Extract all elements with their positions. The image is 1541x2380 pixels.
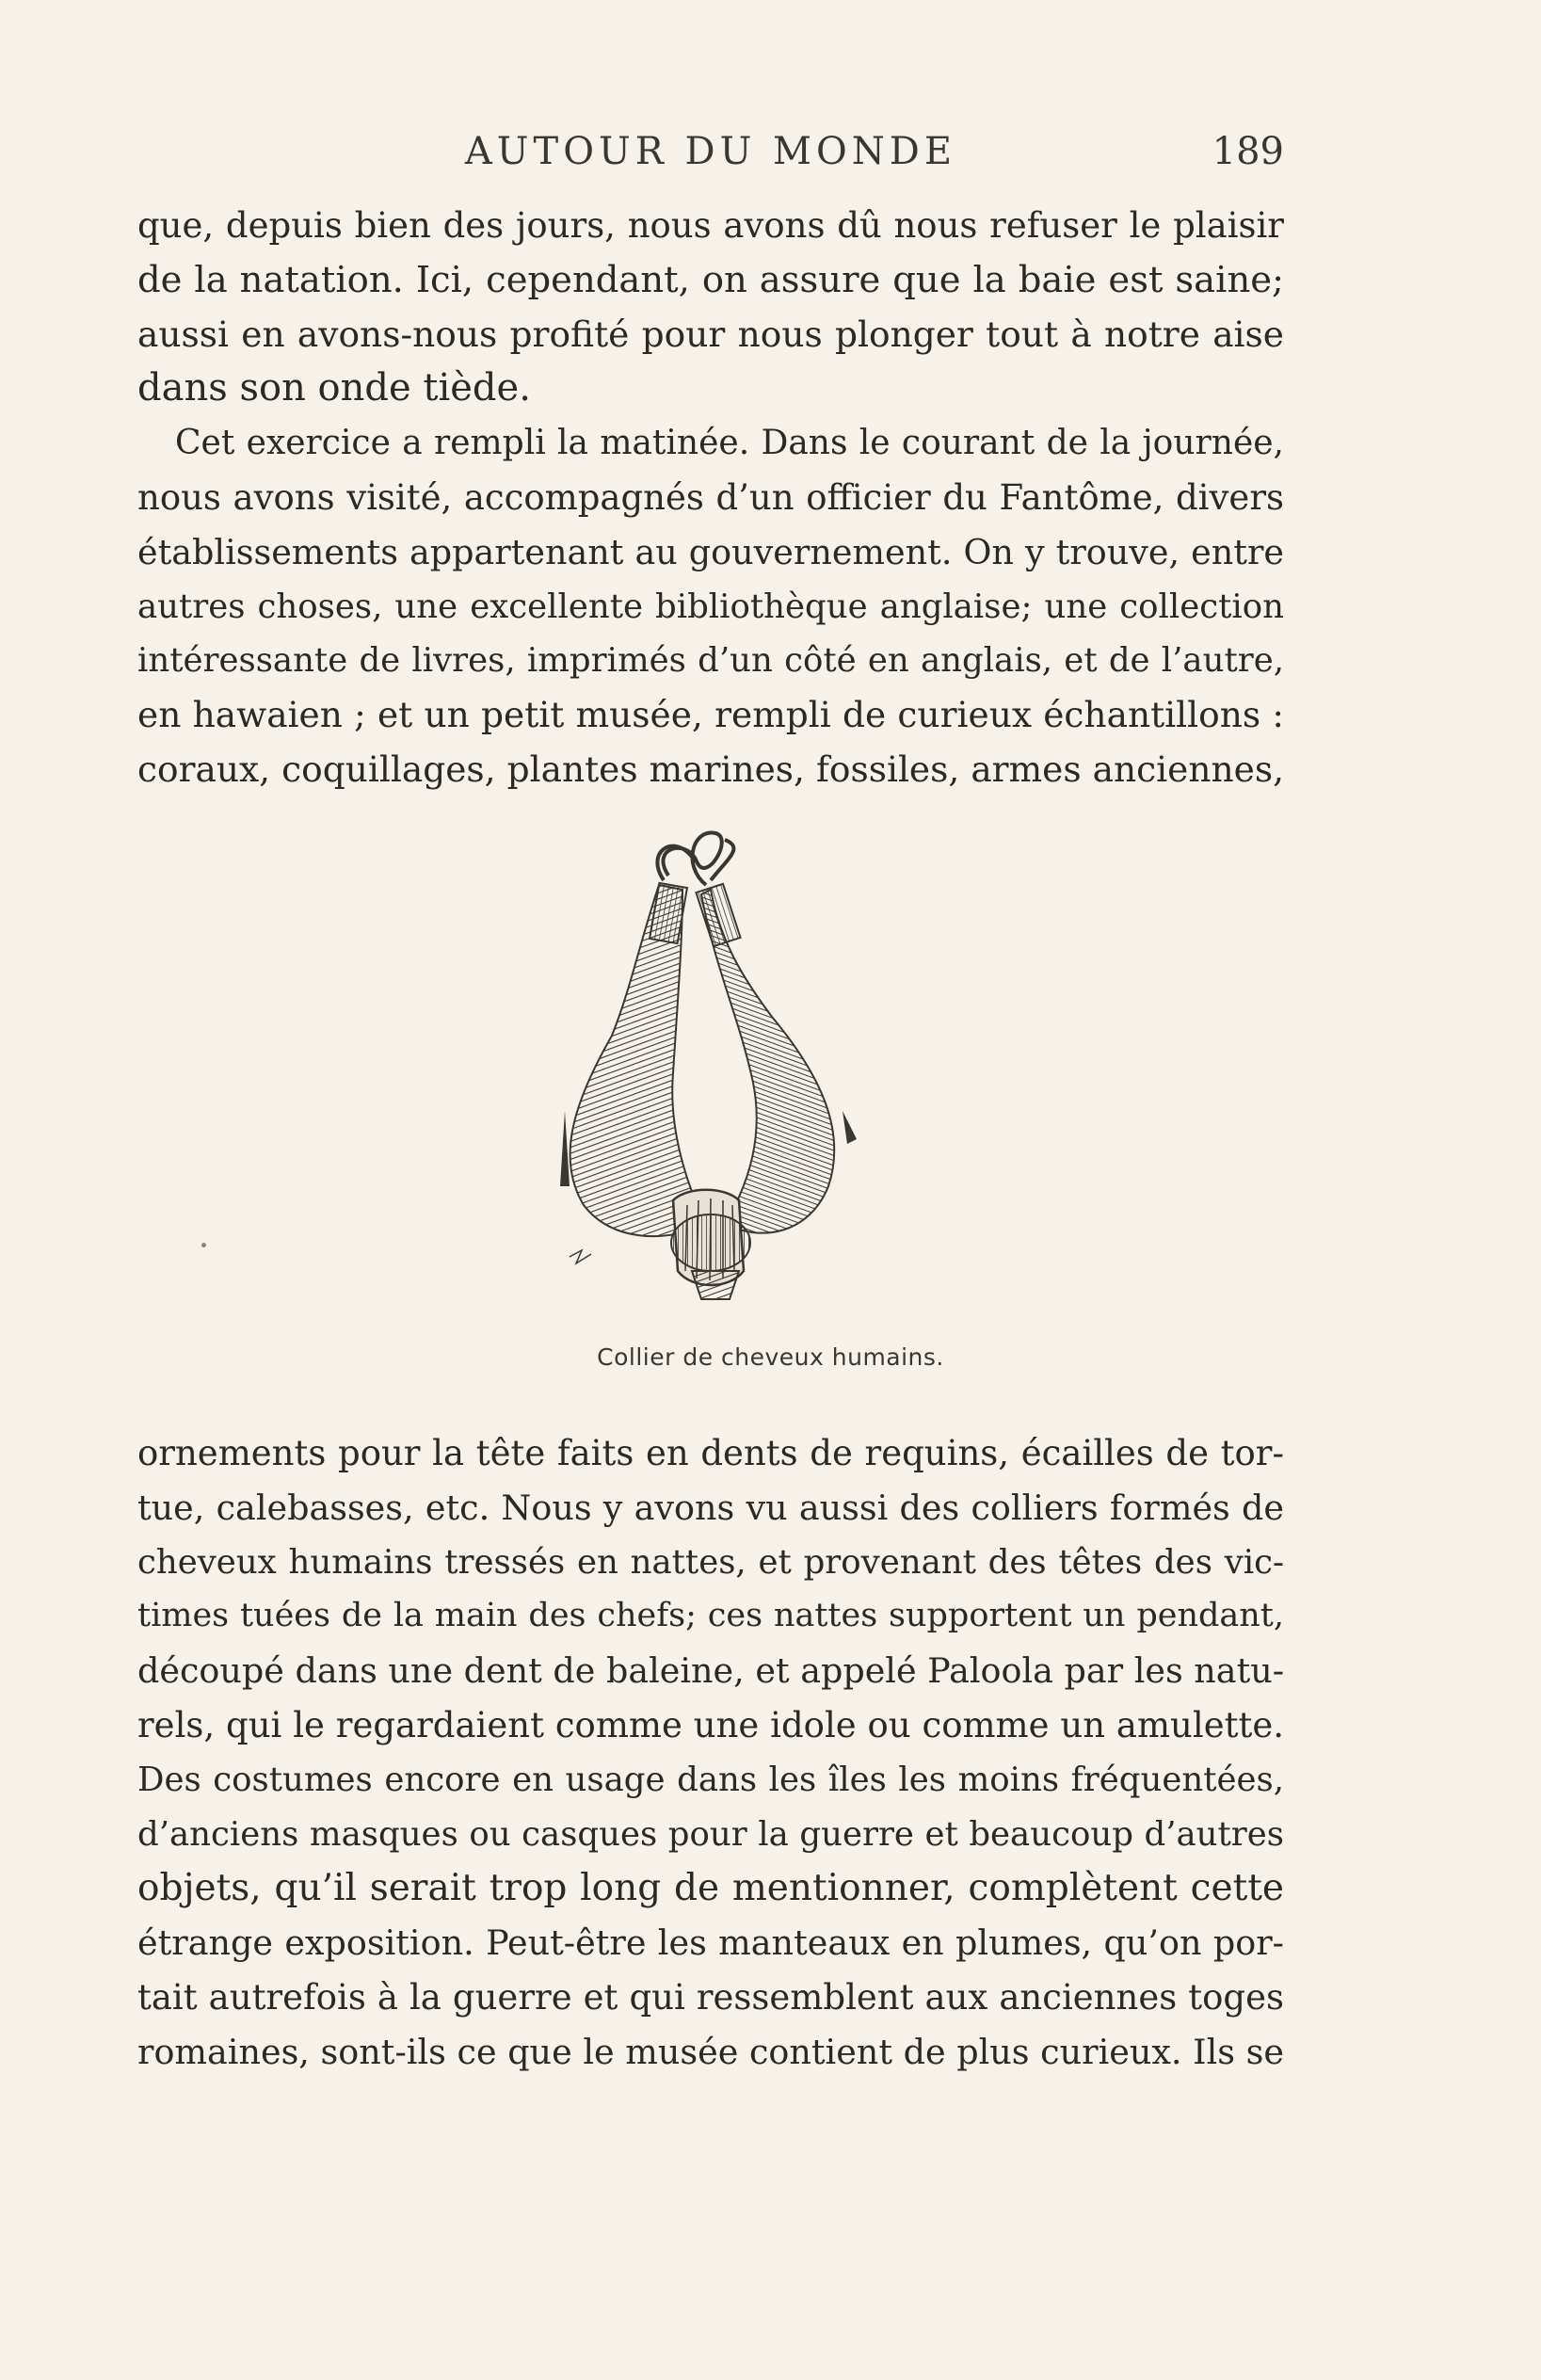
running-title: AUTOUR DU MONDE bbox=[464, 130, 957, 173]
text-line: d’anciens masques ou casques pour la guerre et beaucoup d’autres bbox=[137, 1814, 1284, 1854]
text-block-bottom bbox=[137, 1426, 1284, 2080]
text-line: intéressante de livres, imprimés d’un côté en anglais, et de l’autre, bbox=[137, 641, 1284, 681]
text-line: découpé dans une dent de baleine, et appelé Paloola par les natu- bbox=[137, 1650, 1285, 1692]
text-line: de la natation. Ici, cependant, on assure que la baie est saine; bbox=[137, 258, 1284, 301]
text-line: nous avons visité, accompagnés d’un officier du Fantôme, divers bbox=[137, 476, 1284, 518]
figure-caption: Collier de cheveux humains. bbox=[597, 1343, 944, 1371]
hair-necklace-engraving bbox=[471, 828, 960, 1337]
text-line: tait autrefois à la guerre et qui ressemblent aux anciennes toges bbox=[137, 1976, 1284, 2018]
text-line: en hawaien ; et un petit musée, rempli de curieux échantillons : bbox=[137, 694, 1284, 736]
text-line: romaines, sont-ils ce que le musée contient de plus curieux. Ils se bbox=[137, 2031, 1284, 2072]
text-line: aussi en avons-nous profité pour nous plonger tout à notre aise bbox=[137, 313, 1284, 355]
text-line: times tuées de la main des chefs; ces nattes supportent un pendant, bbox=[137, 1597, 1284, 1635]
text-line: Cet exercice a rempli la matinée. Dans le courant de la journée, bbox=[175, 424, 1284, 463]
text-line: Des costumes encore en usage dans les îles les moins fréquentées, bbox=[137, 1760, 1284, 1799]
text-block-top bbox=[137, 199, 1284, 797]
text-line: ornements pour la tête faits en dents de requins, écailles de tor- bbox=[137, 1433, 1284, 1473]
print-speck bbox=[201, 1243, 206, 1247]
text-line: objets, qu’il serait trop long de mentionner, complètent cette bbox=[137, 1867, 1284, 1910]
text-line: que, depuis bien des jours, nous avons dû nous refuser le plaisir bbox=[137, 205, 1284, 246]
text-line: tue, calebasses, etc. Nous y avons vu aussi des colliers formés de bbox=[137, 1487, 1284, 1528]
page-number: 189 bbox=[1212, 130, 1284, 173]
text-line: cheveux humains tressés en nattes, et provenant des têtes des vic- bbox=[137, 1542, 1284, 1582]
text-line: coraux, coquillages, plantes marines, fossiles, armes anciennes, bbox=[137, 748, 1284, 790]
text-line: établissements appartenant au gouvernement. On y trouve, entre bbox=[137, 531, 1284, 572]
text-line: dans son onde tiède. bbox=[137, 366, 531, 410]
text-line: rels, qui le regardaient comme une idole ou comme un amulette. bbox=[137, 1704, 1284, 1745]
text-line: étrange exposition. Peut-être les manteaux en plumes, qu’on por- bbox=[137, 1922, 1284, 1964]
text-line: autres choses, une excellente bibliothèque anglaise; une collection bbox=[137, 587, 1284, 626]
running-header bbox=[137, 130, 1284, 186]
